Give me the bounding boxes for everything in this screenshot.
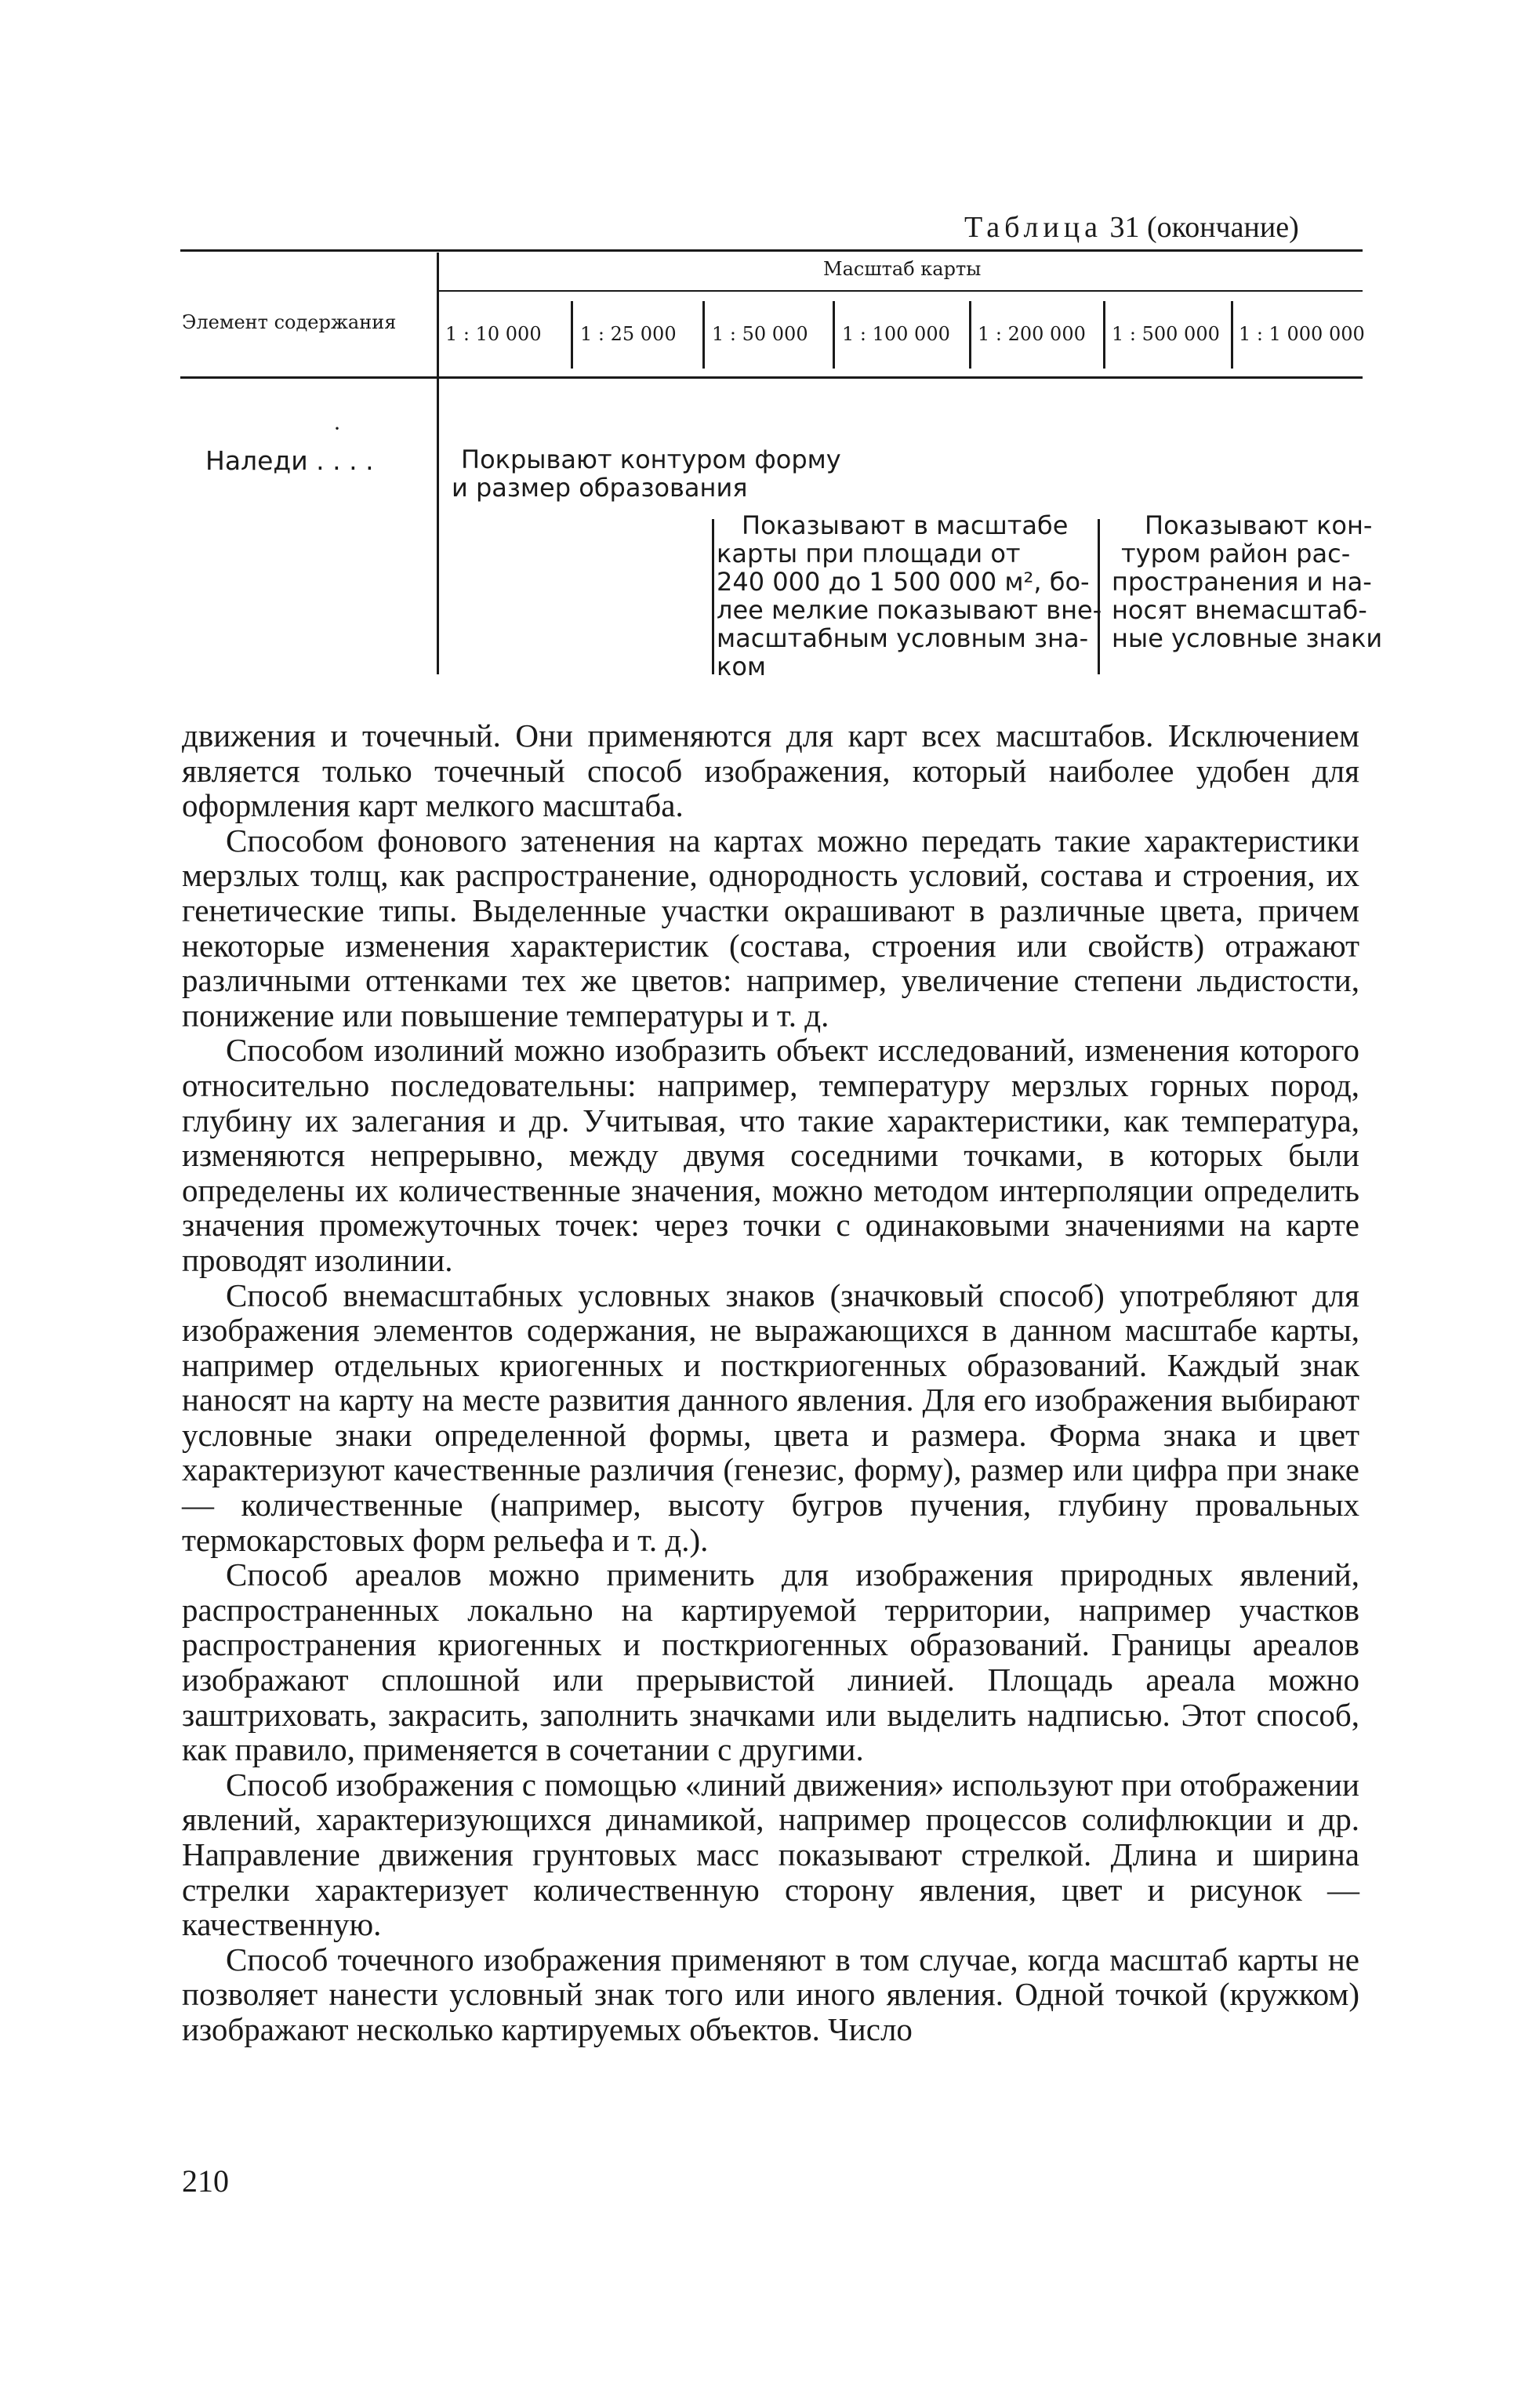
scale-label-4: 1 : 100 000	[842, 323, 950, 345]
scale-label-6: 1 : 500 000	[1112, 323, 1220, 345]
cell-contour-line-2: и размер образования	[452, 473, 748, 503]
row-label-naledi: Наледи . . . .	[205, 445, 374, 476]
scale-column-divider-6	[1231, 301, 1233, 369]
row-dot: ·	[333, 416, 341, 441]
cell-scale-line-1: Показывают в масштабе	[742, 510, 1069, 540]
scale-label-7: 1 : 1 000 000	[1239, 323, 1365, 345]
scale-label-5: 1 : 200 000	[978, 323, 1086, 345]
header-scale: Масштаб карты	[823, 258, 982, 280]
cell-scale-line-3: 240 000 до 1 500 000 м², бо-	[717, 567, 1090, 597]
paragraph-5: Способ ареалов можно применить для изображения природных явлений, распространенных локально на картируемой территории, например участков распространения криогенных и посткриогенных образований. Границы ареалов изображают сплошной или прерывистой линией. Площадь ареала можно заштриховать, закрасить, заполнить значками или выделить надписью. Этот способ, как правило, применяется в сочетании с другими.	[182, 1556, 1359, 1768]
cell-area-line-4: носят внемасштаб-	[1112, 595, 1367, 625]
header-element: Элемент содержания	[182, 311, 397, 333]
cell-scale-line-5: масштабным условным зна-	[717, 623, 1089, 653]
scale-label-1: 1 : 10 000	[445, 323, 542, 345]
cell-scale-line-2: карты при площади от	[717, 539, 1021, 568]
cell-area-line-3: пространения и на-	[1112, 567, 1372, 597]
cell-area-line-2: туром район рас-	[1121, 539, 1351, 568]
paragraph-2: Способом фонового затенения на картах можно передать такие характеристики мерзлых толщ, как распространение, однородность условий, состава и строения, их генетические типы. Выделенные участки окрашивают в различные цвета, причем некоторые изменения характеристик (состава, строения или свойств) отражают различными оттенками тех же цветов: например, увеличение степени льдистости, понижение или повышение температуры и т. д.	[182, 822, 1359, 1033]
cell-area-line-1: Показывают кон-	[1145, 510, 1373, 540]
cell-scale-line-6: ком	[717, 652, 767, 681]
table-caption-number: 31 (окончание)	[1102, 211, 1299, 244]
paragraph-7: Способ точечного изображения применяют в том случае, когда масштаб карты не позволяет нанести условный знак того или иного явления. Одной точкой (кружком) изображают несколько картируемых объектов. Число	[182, 1941, 1359, 2047]
paragraph-6: Способ изображения с помощью «линий движения» используют при отображении явлений, характеризующихся динамикой, например процессов солифлюкции и др. Направление движения грунтовых масс показывают стрелкой. Длина и ширина стрелки характеризует количественную сторону явления, цвет и рисунок — качественную.	[182, 1766, 1359, 1943]
element-column-divider	[437, 252, 439, 674]
body-column-divider-1	[712, 519, 714, 674]
cell-contour-line-1: Покрывают контуром форму	[461, 445, 841, 474]
cell-scale-line-4: лее мелкие показывают вне-	[717, 595, 1102, 625]
scale-column-divider-2	[702, 301, 705, 369]
scale-column-divider-3	[833, 301, 835, 369]
cell-area-line-5: ные условные знаки	[1112, 623, 1383, 653]
table-caption	[964, 210, 1299, 245]
body-text	[182, 718, 1359, 2047]
scale-column-divider-4	[969, 301, 971, 369]
paragraph-3: Способом изолиний можно изобразить объект исследований, изменения которого относительно последовательны: например, температуру мерзлых горных пород, глубину их залегания и др. Учитывая, что такие характеристики, как температура, изменяются непрерывно, между двумя соседними точками, в которых были определены их количественные значения, можно методом интерполяции определить значения промежуточных точек: через точки с одинаковыми значениями на карте проводят изолинии.	[182, 1032, 1359, 1278]
table-header-bottom-rule	[180, 376, 1363, 379]
scale-label-2: 1 : 25 000	[580, 323, 677, 345]
scale-column-divider-1	[571, 301, 573, 369]
scale-label-3: 1 : 50 000	[712, 323, 808, 345]
scale-header-rule	[439, 290, 1363, 292]
paragraph-4: Способ внемасштабных условных знаков (значковый способ) употребляют для изображения элементов содержания, не выражающихся в данном масштабе карты, например отдельных криогенных и посткриогенных образований. Каждый знак наносят на карту на месте развития данного явления. Для его изображения выбирают условные знаки определенной формы, цвета и размера. Форма знака и цвет характеризуют качественные различия (генезис, форму), размер или цифра при знаке — количественные (например, высоту бугров пучения, глубину провальных термокарстовых форм рельефа и т. д.).	[182, 1277, 1359, 1558]
table-caption-word: Таблица	[964, 211, 1103, 244]
paragraph-1: движения и точечный. Они применяются для карт всех масштабов. Исключением является только точечный способ изображения, который наиболее удобен для оформления карт мелкого масштаба.	[182, 717, 1359, 824]
page-number: 210	[182, 2163, 229, 2199]
scale-column-divider-5	[1103, 301, 1105, 369]
table-top-rule	[180, 249, 1363, 252]
